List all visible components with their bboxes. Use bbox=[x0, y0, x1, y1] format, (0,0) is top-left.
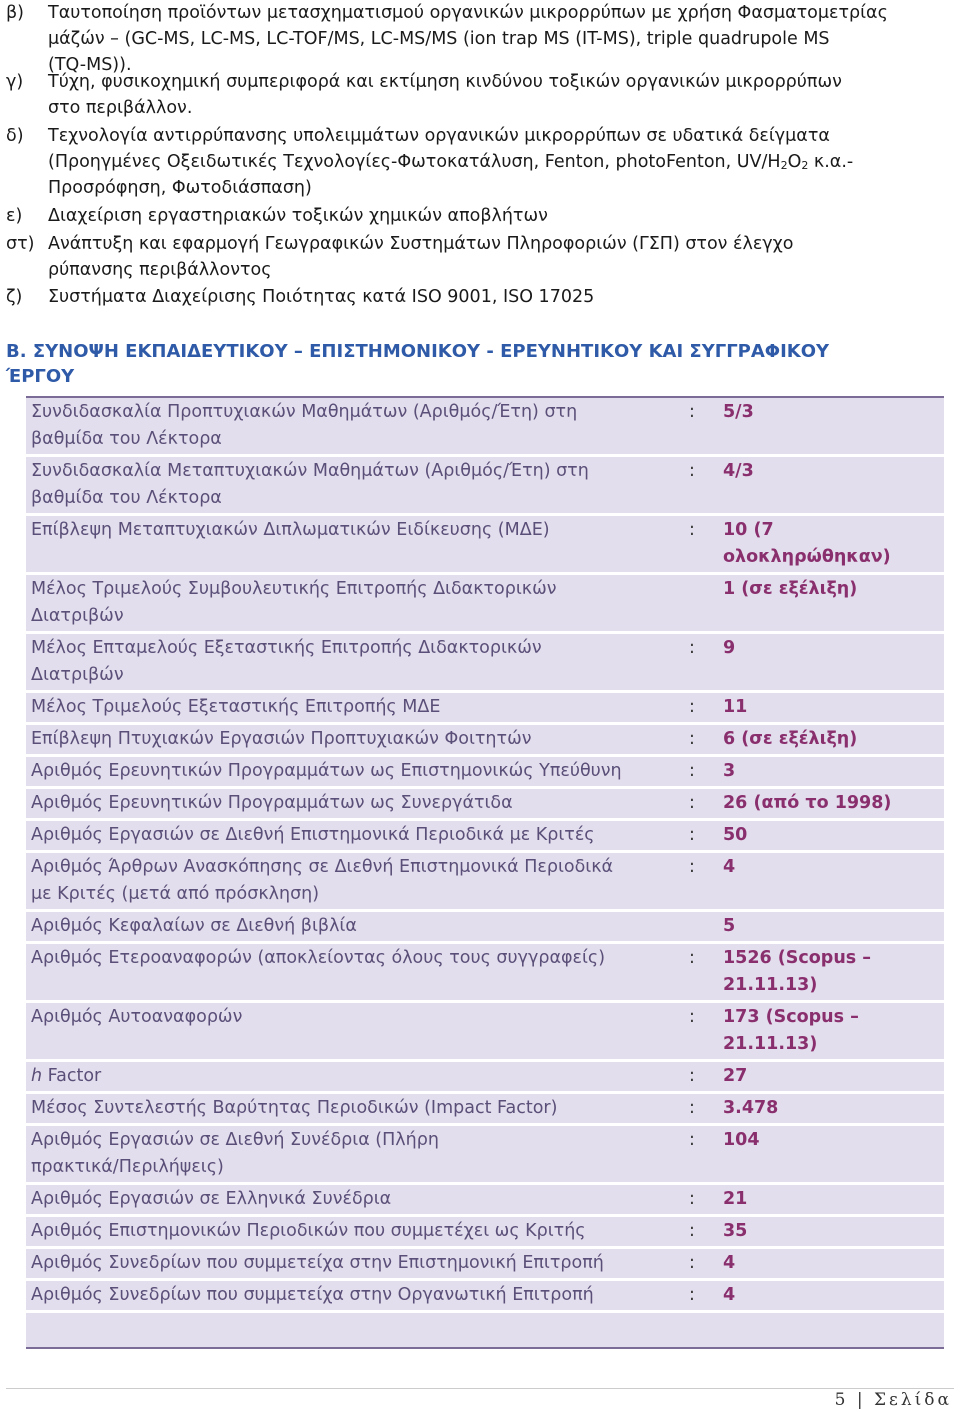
row-separator: : bbox=[684, 943, 718, 1002]
list-label: β) bbox=[6, 3, 24, 23]
list-line: Ανάπτυξη και εφαρμογή Γεωγραφικών Συστημάτων Πληροφοριών (ΓΣΠ) στον έλεγχο bbox=[48, 234, 794, 254]
list-label: γ) bbox=[6, 72, 24, 92]
table-row bbox=[26, 756, 944, 788]
page-word: Σελίδα bbox=[874, 1390, 952, 1410]
list-item bbox=[6, 69, 954, 121]
row-label: Αριθμός Εργασιών σε Διεθνή Συνέδρια (Πλήρη πρακτικά/Περιλήψεις) bbox=[26, 1125, 684, 1184]
row-value: 1526 (Scopus – 21.11.13) bbox=[718, 943, 944, 1002]
table-row bbox=[26, 1093, 944, 1125]
row-label: Μέσος Συντελεστής Βαρύτητας Περιοδικών (Impact Factor) bbox=[26, 1093, 684, 1125]
table-row bbox=[26, 1280, 944, 1312]
row-separator: : bbox=[684, 1184, 718, 1216]
row-separator bbox=[684, 574, 718, 633]
row-value: 11 bbox=[718, 692, 944, 724]
row-label: Αριθμός Επιστημονικών Περιοδικών που συμμετέχει ως Κριτής bbox=[26, 1216, 684, 1248]
row-value: 4 bbox=[718, 1248, 944, 1280]
list-item bbox=[6, 284, 954, 310]
table-row bbox=[26, 852, 944, 911]
row-separator bbox=[684, 911, 718, 943]
table-row bbox=[26, 515, 944, 574]
list-line: Ταυτοποίηση προϊόντων μετασχηματισμού οργανικών μικρορρύπων με χρήση Φασματομετρίας bbox=[48, 3, 888, 23]
row-separator: : bbox=[684, 515, 718, 574]
row-value: 9 bbox=[718, 633, 944, 692]
row-separator: : bbox=[684, 397, 718, 456]
row-separator bbox=[684, 1312, 718, 1349]
list-label: ζ) bbox=[6, 287, 23, 307]
table-row bbox=[26, 1125, 944, 1184]
row-value: 3 bbox=[718, 756, 944, 788]
row-value: 50 bbox=[718, 820, 944, 852]
row-label: Μέλος Τριμελούς Συμβουλευτικής Επιτροπής Διδακτορικών Διατριβών bbox=[26, 574, 684, 633]
page-number: 5 bbox=[834, 1390, 849, 1410]
list-line: Προσρόφηση, Φωτοδιάσπαση) bbox=[48, 178, 312, 198]
row-label: Αριθμός Εργασιών σε Ελληνικά Συνέδρια bbox=[26, 1184, 684, 1216]
list-item bbox=[6, 231, 954, 283]
row-separator: : bbox=[684, 1248, 718, 1280]
row-separator: : bbox=[684, 788, 718, 820]
row-separator: : bbox=[684, 456, 718, 515]
row-value: 1 (σε εξέλιξη) bbox=[718, 574, 944, 633]
row-separator: : bbox=[684, 1002, 718, 1061]
row-separator: : bbox=[684, 692, 718, 724]
list-item bbox=[6, 123, 954, 201]
table-row bbox=[26, 943, 944, 1002]
row-separator: : bbox=[684, 1216, 718, 1248]
row-value: 3.478 bbox=[718, 1093, 944, 1125]
row-label: Αριθμός Αυτοαναφορών bbox=[26, 1002, 684, 1061]
row-value: 4/3 bbox=[718, 456, 944, 515]
table-row bbox=[26, 574, 944, 633]
row-label: Επίβλεψη Πτυχιακών Εργασιών Προπτυχιακών Φοιτητών bbox=[26, 724, 684, 756]
list-line: Διαχείριση εργαστηριακών τοξικών χημικών αποβλήτων bbox=[48, 206, 548, 226]
row-separator: : bbox=[684, 852, 718, 911]
row-value: 6 (σε εξέλιξη) bbox=[718, 724, 944, 756]
table-row bbox=[26, 1061, 944, 1093]
row-separator: : bbox=[684, 1061, 718, 1093]
row-value: 26 (από το 1998) bbox=[718, 788, 944, 820]
row-label: Συνδιδασκαλία Μεταπτυχιακών Μαθημάτων (Αριθμός/Έτη) στη βαθμίδα του Λέκτορα bbox=[26, 456, 684, 515]
row-label: Μέλος Τριμελούς Εξεταστικής Επιτροπής ΜΔΕ bbox=[26, 692, 684, 724]
row-label: Αριθμός Ετεροαναφορών (αποκλείοντας όλους τους συγγραφείς) bbox=[26, 943, 684, 1002]
table-row bbox=[26, 1216, 944, 1248]
row-value: 5 bbox=[718, 911, 944, 943]
list-line: ρύπανσης περιβάλλοντος bbox=[48, 260, 272, 280]
list-item bbox=[6, 0, 954, 78]
table-row bbox=[26, 397, 944, 456]
list-item bbox=[6, 203, 954, 229]
row-value: 104 bbox=[718, 1125, 944, 1184]
row-label: Επίβλεψη Μεταπτυχιακών Διπλωματικών Ειδίκευσης (ΜΔΕ) bbox=[26, 515, 684, 574]
row-value: 10 (7 ολοκληρώθηκαν) bbox=[718, 515, 944, 574]
list-label: δ) bbox=[6, 126, 24, 146]
row-value bbox=[718, 1312, 944, 1349]
table-row bbox=[26, 724, 944, 756]
row-separator: : bbox=[684, 1280, 718, 1312]
row-separator: : bbox=[684, 1125, 718, 1184]
row-label: Μέλος Επταμελούς Εξεταστικής Επιτροπής Διδακτορικών Διατριβών bbox=[26, 633, 684, 692]
table-row bbox=[26, 1002, 944, 1061]
table-row bbox=[26, 633, 944, 692]
table-row bbox=[26, 456, 944, 515]
row-label: Αριθμός Συνεδρίων που συμμετείχα στην Οργανωτική Επιτροπή bbox=[26, 1280, 684, 1312]
page-footer bbox=[835, 1388, 952, 1412]
row-value: 4 bbox=[718, 1280, 944, 1312]
row-value: 5/3 bbox=[718, 397, 944, 456]
row-value: 173 (Scopus – 21.11.13) bbox=[718, 1002, 944, 1061]
table-row bbox=[26, 1248, 944, 1280]
row-label: h Factor bbox=[26, 1061, 684, 1093]
row-value: 21 bbox=[718, 1184, 944, 1216]
table-row bbox=[26, 1312, 944, 1349]
table-row bbox=[26, 911, 944, 943]
list-label: στ) bbox=[6, 234, 35, 254]
row-separator: : bbox=[684, 633, 718, 692]
row-separator: : bbox=[684, 1093, 718, 1125]
row-value: 35 bbox=[718, 1216, 944, 1248]
footer-rule bbox=[6, 1388, 954, 1389]
footer-separator: | bbox=[856, 1390, 866, 1410]
list-line: Συστήματα Διαχείρισης Ποιότητας κατά ISO 9001, ISO 17025 bbox=[48, 287, 595, 307]
row-label: Συνδιδασκαλία Προπτυχιακών Μαθημάτων (Αριθμός/Έτη) στη βαθμίδα του Λέκτορα bbox=[26, 397, 684, 456]
row-label bbox=[26, 1312, 684, 1349]
row-label: Αριθμός Άρθρων Ανασκόπησης σε Διεθνή Επιστημονικά Περιοδικά με Κριτές (μετά από πρόσκληση) bbox=[26, 852, 684, 911]
list-line: Τεχνολογία αντιρρύπανσης υπολειμμάτων οργανικών μικρορρύπων σε υδατικά δείγματα bbox=[48, 126, 830, 146]
section-heading: Β. ΣΥΝΟΨΗ ΕΚΠΑΙΔΕΥΤΙΚΟΥ – ΕΠΙΣΤΗΜΟΝΙΚΟΥ - ΕΡΕΥΝΗΤΙΚΟΥ ΚΑΙ ΣΥΓΓΡΑΦΙΚΟΥ ΈΡΓΟΥ bbox=[6, 341, 830, 387]
list-line: (Προηγμένες Οξειδωτικές Τεχνολογίες-Φωτοκατάλυση, Fenton, photoFenton, $UV/H_2O_2$ κ.α.- bbox=[48, 152, 854, 172]
row-label: Αριθμός Συνεδρίων που συμμετείχα στην Επιστημονική Επιτροπή bbox=[26, 1248, 684, 1280]
table-row bbox=[26, 692, 944, 724]
list-label: ε) bbox=[6, 206, 23, 226]
list-line: στο περιβάλλον. bbox=[48, 98, 193, 118]
table-row bbox=[26, 1184, 944, 1216]
row-separator: : bbox=[684, 724, 718, 756]
row-separator: : bbox=[684, 820, 718, 852]
table-row bbox=[26, 820, 944, 852]
row-separator: : bbox=[684, 756, 718, 788]
row-label: Αριθμός Ερευνητικών Προγραμμάτων ως Συνεργάτιδα bbox=[26, 788, 684, 820]
row-label: Αριθμός Κεφαλαίων σε Διεθνή βιβλία bbox=[26, 911, 684, 943]
list-line: Τύχη, φυσικοχημική συμπεριφορά και εκτίμηση κινδύνου τοξικών οργανικών μικρορρύπων bbox=[48, 72, 842, 92]
row-label: Αριθμός Ερευνητικών Προγραμμάτων ως Επιστημονικώς Υπεύθυνη bbox=[26, 756, 684, 788]
list-line: (TQ-MS)). bbox=[48, 55, 132, 75]
table-row bbox=[26, 788, 944, 820]
list-line: μάζών – (GC-MS, LC-MS, LC-TOF/MS, LC-MS/MS (ion trap MS (IT-MS), triple quadrupole MS bbox=[48, 29, 830, 49]
summary-table bbox=[26, 396, 944, 1349]
row-label: Αριθμός Εργασιών σε Διεθνή Επιστημονικά Περιοδικά με Κριτές bbox=[26, 820, 684, 852]
row-value: 27 bbox=[718, 1061, 944, 1093]
row-value: 4 bbox=[718, 852, 944, 911]
